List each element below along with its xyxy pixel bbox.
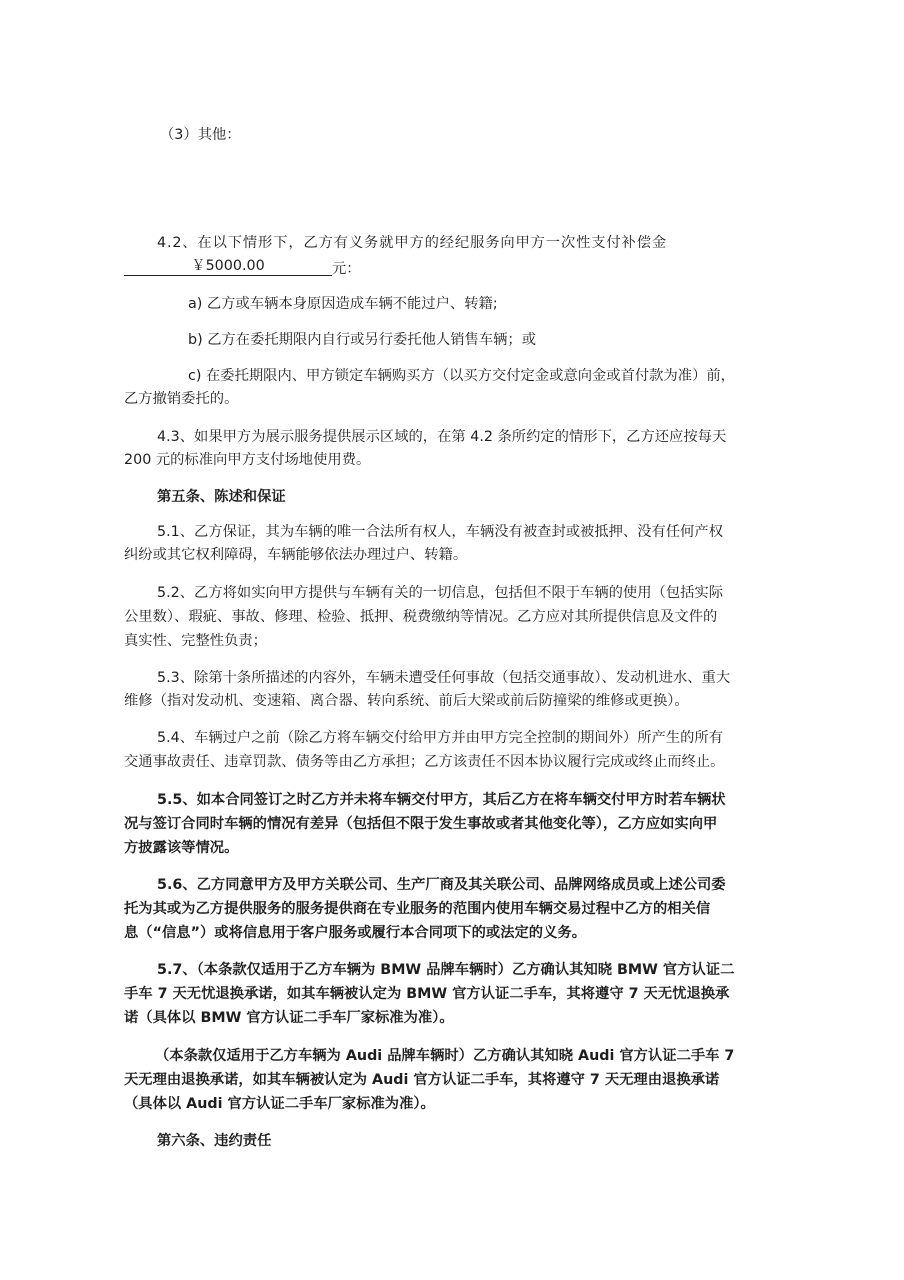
clause-4-2-item-b: b) 乙方在委托期限内自行或另行委托他人销售车辆；或: [188, 332, 537, 348]
article-6-heading: 第六条、违约责任: [157, 1133, 272, 1149]
item-3-other: （3）其他：: [160, 127, 241, 143]
clause-5-6-line1: 5.6、乙方同意甲方及甲方关联公司、生产厂商及其关联公司、品牌网络成员或上述公司委: [157, 877, 726, 893]
clause-4-2-item-a: a) 乙方或车辆本身原因造成车辆不能过户、转籍;: [188, 296, 498, 312]
clause-5-7-audi-line2: 天无理由退换承诺，如其车辆被认定为 Audi 官方认证二手车，其将遵守 7 天无理由退换承诺: [124, 1072, 720, 1088]
amount-unit: 元：: [332, 261, 361, 277]
clause-5-7-line3: 诺（具体以 BMW 官方认证二手车厂家标准为准）。: [124, 1010, 454, 1026]
clause-4-2-item-c-line2: 乙方撤销委托的。: [124, 391, 239, 407]
clause-5-4-line1: 5.4、车辆过户之前（除乙方将车辆交付给甲方并由甲方完全控制的期间外）所产生的所有: [157, 730, 724, 746]
clause-4-2-amount-line: [124, 259, 361, 276]
clause-5-2-line3: 真实性、完整性负责；: [124, 633, 267, 649]
compensation-amount-blank: [124, 259, 332, 276]
clause-5-5-line1: 5.5、如本合同签订之时乙方并未将车辆交付甲方，其后乙方在将车辆交付甲方时若车辆状: [157, 792, 726, 808]
clause-5-7-audi-line3: （具体以 Audi 官方认证二手车厂家标准为准）。: [124, 1096, 435, 1112]
clause-4-2-line1: 4.2、在以下情形下，乙方有义务就甲方的经纪服务向甲方一次性支付补偿金: [157, 235, 667, 251]
clause-5-3-line2: 维修（指对发动机、变速箱、离合器、转向系统、前后大梁或前后防撞梁的维修或更换）。: [124, 693, 689, 709]
clause-4-2-item-c-line1: c) 在委托期限内、甲方锁定车辆购买方（以买方交付定金或意向金或首付款为准）前，: [188, 368, 735, 384]
clause-4-3-line1: 4.3、如果甲方为展示服务提供展示区域的，在第 4.2 条所约定的情形下，乙方还应按每天: [157, 429, 727, 445]
clause-5-7-line1: 5.7、（本条款仅适用于乙方车辆为 BMW 品牌车辆时）乙方确认其知晓 BMW 官方认证二: [157, 962, 735, 978]
clause-5-5-line3: 方披露该等情况。: [124, 840, 239, 856]
clause-4-3-line2: 200 元的标准向甲方支付场地使用费。: [124, 452, 371, 468]
clause-5-7-audi-line1: （本条款仅适用于乙方车辆为 Audi 品牌车辆时）乙方确认其知晓 Audi 官方认证二手车 7: [155, 1048, 735, 1064]
clause-5-2-line1: 5.2、乙方将如实向甲方提供与车辆有关的一切信息，包括但不限于车辆的使用（包括实际: [157, 585, 724, 601]
article-5-heading: 第五条、陈述和保证: [157, 489, 286, 505]
clause-5-6-line2: 托为其或为乙方提供服务的服务提供商在专业服务的范围内使用车辆交易过程中乙方的相关信: [124, 901, 711, 917]
clause-5-6-line3: 息（“信息”）或将信息用于客户服务或履行本合同项下的或法定的义务。: [124, 925, 586, 941]
clause-5-1-line2: 纠纷或其它权利障碍，车辆能够依法办理过户、转籍。: [124, 547, 468, 563]
clause-5-1-line1: 5.1、乙方保证，其为车辆的唯一合法所有权人，车辆没有被查封或被抵押、没有任何产权: [157, 524, 724, 540]
clause-5-4-line2: 交通事故责任、违章罚款、债务等由乙方承担；乙方该责任不因本协议履行完成或终止而终止。: [124, 754, 725, 770]
clause-5-2-line2: 公里数）、瑕疵、事故、修理、检验、抵押、税费缴纳等情况。乙方应对其所提供信息及文件的: [124, 609, 718, 625]
clause-5-7-line2: 手车 7 天无忧退换承诺，如其车辆被认定为 BMW 官方认证二手车，其将遵守 7 天无忧退换承: [124, 986, 730, 1002]
clause-5-5-line2: 况与签订合同时车辆的情况有差异（包括但不限于发生事故或者其他变化等），乙方应如实向甲: [124, 816, 718, 832]
compensation-amount: ￥5000.00: [191, 258, 265, 274]
clause-5-3-line1: 5.3、除第十条所描述的内容外，车辆未遭受任何事故（包括交通事故）、发动机进水、重大: [157, 670, 731, 686]
